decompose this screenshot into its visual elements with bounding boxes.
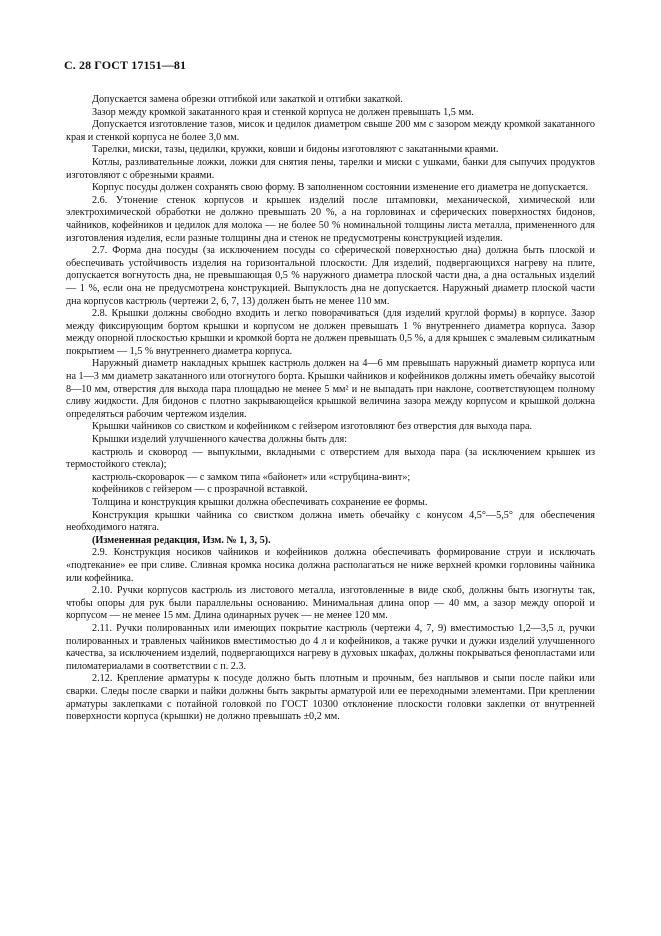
paragraph: 2.6. Утонение стенок корпусов и крышек изделий после штамповки, механической, химической или электрохимической обработки не должно превышать 20 %, а на горловинах и сферических поверхностях бидонов, чайников, кофейников и цедилок для молока — не более 50 % номинальной толщины листа металла, примененного для изготовления изделия, если разные толщины дна и стенок не предусмотрены конструкцией изделия. (66, 194, 595, 244)
paragraph: 2.12. Крепление арматуры к посуде должно быть плотным и прочным, без наплывов и сыпи после пайки или сварки. Следы после сварки и пайки должны быть закрыты арматурой или ее переходными элементами. При креплении арматуры заклепками с потайной головкой по ГОСТ 10300 отклонение плоскости головки заклепки от внутренней поверхности корпуса (крышки) не должно превышать ±0,2 мм. (66, 673, 595, 723)
paragraph: кастрюль-скороварок — с замком типа «байонет» или «струбцина-винт»; (92, 471, 411, 483)
paragraph: Конструкция крышки чайника со свистком должна иметь обечайку с конусом 4,5°—5,5° для обеспечения необходимого натяга. (66, 509, 595, 534)
paragraph: кастрюль и сковород — выпуклыми, вкладными с отверстием для выхода пара (за исключением крышек из термостойкого стекла); (66, 446, 595, 471)
paragraph: Котлы, разливательные ложки, ложки для снятия пены, тарелки и миски с ушками, банки для сыпучих продуктов изготовляют с обрезными краями. (66, 156, 595, 181)
paragraph: кофейников с гейзером — с прозрачной вставкой. (92, 484, 308, 496)
paragraph: Зазор между кромкой закатанного края и стенкой корпуса не должен превышать 1,5 мм. (92, 106, 474, 118)
paragraph: Корпус посуды должен сохранять свою форму. В заполненном состоянии изменение его диаметра не допускается. (92, 182, 589, 194)
paragraph: Тарелки, миски, тазы, цедилки, кружки, ковши и бидоны изготовляют с закатанными краями. (92, 144, 499, 156)
paragraph: 2.7. Форма дна посуды (за исключением посуды со сферической поверхностью дна) должна быть плоской и обеспечивать устойчивость изделия на горизонтальной плоскости. Для изделий, подвергающихся нагреву на плите, допускается вогнутость дна, не превышающая 0,5 % наружного диаметра плоской части дна, а дна остальных изделий — 1 %, если она не предусмотрена конструкцией. Выпуклость дна не допускается. Наружный диаметр плоской части дна корпусов кастрюль (чертежи 2, 6, 7, 13) должен быть не менее 110 мм. (66, 245, 595, 307)
paragraph: Допускается замена обрезки отгибкой или закаткой и отгибки закаткой. (92, 94, 403, 105)
document-body (66, 94, 595, 724)
paragraph: Крышки чайников со свистком и кофейником с гейзером изготовляют без отверстия для выхода пара. (92, 421, 533, 433)
page-header: С. 28 ГОСТ 17151—81 (64, 58, 187, 72)
paragraph: Допускается изготовление тазов, мисок и цедилок диаметром свыше 200 мм с зазором между кромкой закатанного края и стенкой корпуса не более 3,0 мм. (66, 119, 595, 143)
paragraph: Наружный диаметр накладных крышек кастрюль должен на 4—6 мм превышать наружный диаметр корпуса или на 1—3 мм диаметр закатанного или отогнутого борта. Крышки чайников и кофейников должны иметь обечайку высотой 8—10 мм, отверстия для выхода пара площадью не менее 5 мм² и не выпадать при наклоне, соответствующем полному сливу жидкости. Для бидонов с плотно закрывающейся крышкой величина зазора между корпусом и крышкой должна определяться рабочим чертежом изделия. (66, 358, 595, 420)
paragraph: (Измененная редакция, Изм. № 1, 3, 5). (92, 534, 271, 546)
paragraph: 2.10. Ручки корпусов кастрюль из листового металла, изготовленные в виде скоб, должны быть изогнуты так, чтобы опоры для рук были параллельны основанию. Минимальная длина опор — 40 мм, а зазор между опорой и корпусом — не менее 15 мм. Длина одинарных ручек — не менее 120 мм. (66, 585, 595, 622)
paragraph: 2.9. Конструкция носиков чайников и кофейников должна обеспечивать формирование струи и исключать «подтекание» ее при сливе. Сливная кромка носика должна располагаться не ниже верхней кромки горловины чайника или кофейника. (66, 547, 595, 584)
paragraph: 2.11. Ручки полированных или имеющих покрытие кастрюль (чертежи 4, 7, 9) вместимостью 1,2—3,5 л, ручки полированных и травленых чайников вместимостью до 4 л и кофейников, а также ручки и дужки изделий улучшенного качества, за исключением изделий, подвергающихся нагреву в духовых шкафах, должны покрываться фенопластами или пиломатериалами в соответствии с п. 2.3. (66, 622, 595, 672)
paragraph: Крышки изделий улучшенного качества должны быть для: (92, 434, 348, 446)
paragraph: Толщина и конструкция крышки должна обеспечивать сохранение ее формы. (92, 497, 428, 508)
paragraph: 2.8. Крышки должны свободно входить и легко поворачиваться (для изделий круглой формы) в корпусе. Зазор между фиксирующим бортом крышки и корпусом не должен превышать 1 % внутреннего диаметра корпуса. Зазор между опорной плоскостью крышки и кромкой борта не должен превышать 0,5 %, а для крышек с эмалевым силикатным покрытием — 1,5 % внутреннего диаметра корпуса. (66, 308, 595, 357)
